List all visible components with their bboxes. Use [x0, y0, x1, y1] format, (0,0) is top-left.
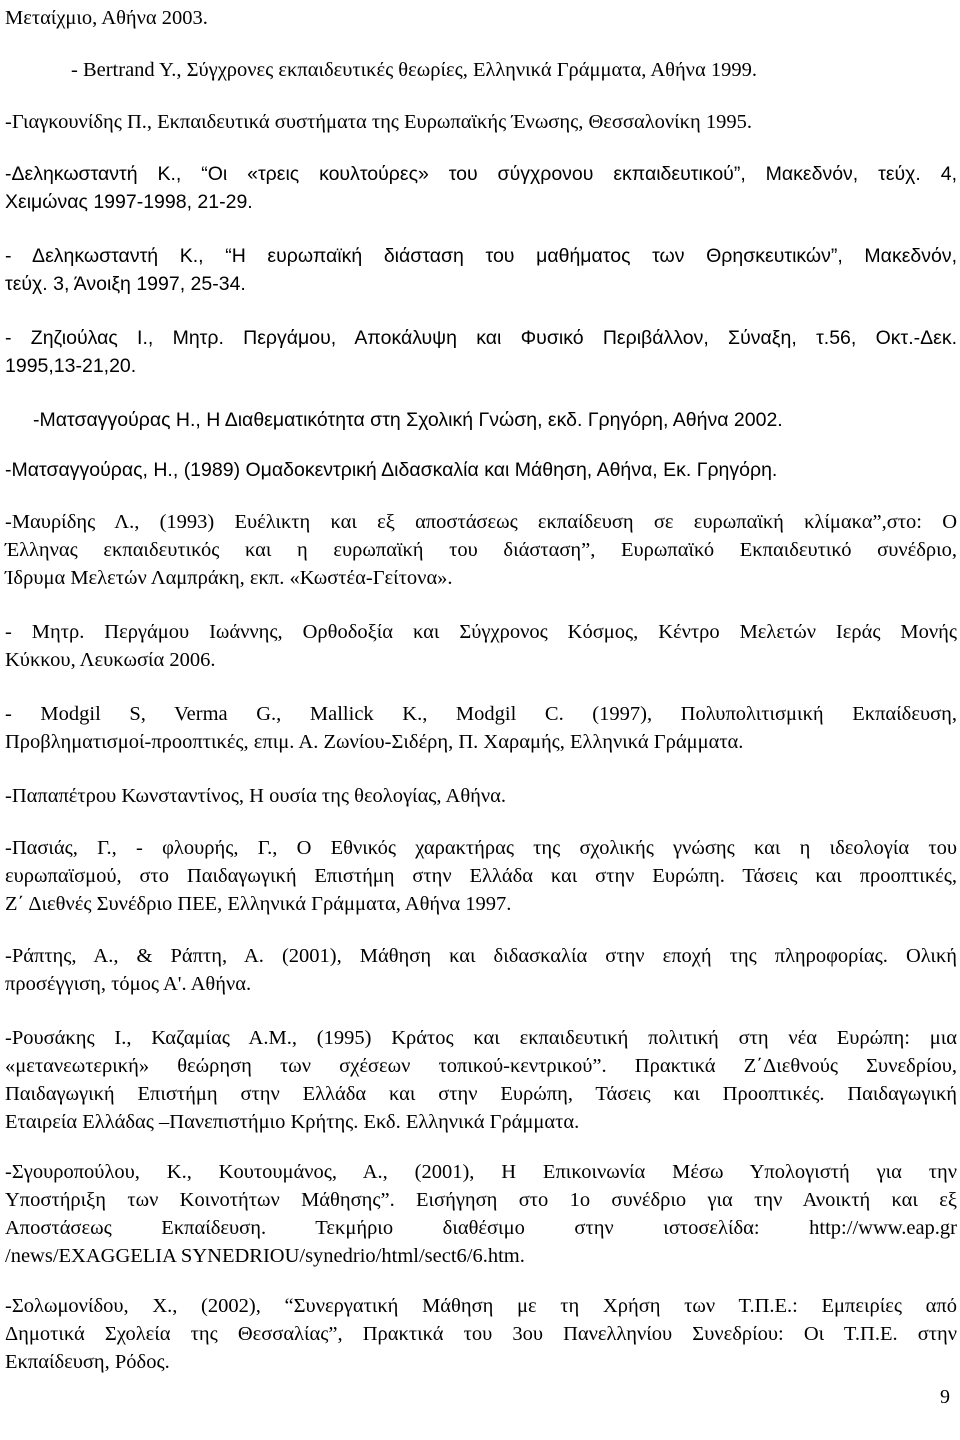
- reference-line: -Σολωμονίδου, Χ., (2002), “Συνεργατική Μάθηση με τη Χρήση των Τ.Π.Ε.: Εμπειρίες από: [5, 1295, 957, 1317]
- reference-entry: [5, 160, 957, 216]
- reference-line: «μετανεωτερική» θεώρηση των σχέσεων τοπικού-κεντρικού”. Πρακτικά Ζ΄Διεθνούς Συνεδρίου,: [5, 1055, 957, 1077]
- reference-line: Έλληνας εκπαιδευτικός και η ευρωπαϊκή του διάσταση”, Ευρωπαϊκό Εκπαιδευτικό συνέδριο,: [5, 539, 957, 561]
- reference-line: -Ματσαγγούρας Η., Η Διαθεματικότητα στη Σχολική Γνώση, εκδ. Γρηγόρη, Αθήνα 2002.: [33, 409, 783, 431]
- reference-entry: [5, 242, 957, 298]
- reference-line: ευρωπαϊσμού, στο Παιδαγωγική Επιστήμη στην Ελλάδα και στην Ευρώπη. Τάσεις και προοπτικές,: [5, 865, 957, 887]
- reference-entry: [5, 700, 957, 756]
- reference-line: Μεταίχμιο, Αθήνα 2003.: [5, 7, 208, 29]
- reference-line: - Bertrand Y., Σύγχρονες εκπαιδευτικές θεωρίες, Ελληνικά Γράμματα, Αθήνα 1999.: [71, 59, 757, 81]
- reference-line: Εταιρεία Ελλάδας –Πανεπιστήμιο Κρήτης. Εκδ. Ελληνικά Γράμματα.: [5, 1111, 580, 1133]
- reference-line: -Παπαπέτρου Κωνσταντίνος, Η ουσία της θεολογίας, Αθήνα.: [5, 785, 507, 807]
- reference-entry: [5, 456, 957, 484]
- reference-entry: [5, 1292, 957, 1376]
- reference-line: Κύκκου, Λευκωσία 2006.: [5, 649, 216, 671]
- reference-line: Χειμώνας 1997-1998, 21-29.: [5, 191, 253, 213]
- reference-line: Παιδαγωγική Επιστήμη στην Ελλάδα και στην Ευρώπη, Τάσεις και Προοπτικές. Παιδαγωγική: [5, 1083, 957, 1105]
- reference-line: -Ράπτης, Α., & Ράπτη, Α. (2001), Μάθηση και διδασκαλία στην εποχή της πληροφορίας. Ολική: [5, 945, 957, 967]
- reference-line: τεύχ. 3, Άνοιξη 1997, 25-34.: [5, 273, 246, 295]
- reference-line: -Δεληκωσταντή Κ., “Οι «τρεις κουλτούρες» του σύγχρονου εκπαιδευτικού”, Μακεδνόν, τεύχ. 4,: [5, 163, 957, 185]
- reference-line: προσέγγιση, τόμος Α'. Αθήνα.: [5, 973, 252, 995]
- reference-entry: [5, 108, 957, 136]
- reference-line: Αποστάσεως Εκπαίδευση. Τεκμήριο διαθέσιμο στην ιστοσελίδα: http://www.eap.gr: [5, 1217, 957, 1239]
- reference-entry: [5, 942, 957, 998]
- reference-entry: [5, 618, 957, 674]
- reference-line: Δημοτικά Σχολεία της Θεσσαλίας”, Πρακτικά του 3ου Πανελληνίου Συνεδρίου: Οι Τ.Π.Ε. στην: [5, 1323, 957, 1345]
- reference-entry: [33, 406, 960, 434]
- reference-entry: [5, 782, 957, 810]
- reference-line: -Σγουροπούλου, Κ., Κουτουμάνος, Α., (2001), Η Επικοινωνία Μέσω Υπολογιστή για την: [5, 1161, 957, 1183]
- reference-entry: [5, 324, 957, 380]
- reference-line: - Ζηζιούλας Ι., Μητρ. Περγάμου, Αποκάλυψη και Φυσικό Περιβάλλον, Σύναξη, τ.56, Οκτ.-Δεκ.: [5, 327, 957, 349]
- reference-line: Προβληματισμοί-προοπτικές, επιμ. Α. Ζωνίου-Σιδέρη, Π. Χαραμής, Ελληνικά Γράμματα.: [5, 731, 744, 753]
- reference-line: -Μαυρίδης Λ., (1993) Ευέλικτη και εξ αποστάσεως εκπαίδευση σε ευρωπαϊκή κλίμακα”,στο: Ο: [5, 511, 957, 533]
- reference-line: -Πασιάς, Γ., - φλουρής, Γ., Ο Εθνικός χαρακτήρας της σχολικής γνώσης και η ιδεολογία του: [5, 837, 957, 859]
- reference-line: /news/EXAGGELIA SYNEDRIOU/synedrio/html/sect6/6.htm.: [5, 1245, 525, 1267]
- reference-line: - Δεληκωσταντή Κ., “Η ευρωπαϊκή διάσταση του μαθήματος των Θρησκευτικών”, Μακεδνόν,: [5, 245, 957, 267]
- reference-entry: [5, 1024, 957, 1136]
- reference-line: -Ματσαγγούρας, Η., (1989) Ομαδοκεντρική Διδασκαλία και Μάθηση, Αθήνα, Εκ. Γρηγόρη.: [5, 459, 778, 481]
- reference-line: Υποστήριξη των Κοινοτήτων Μάθησης”. Εισήγηση στο 1ο συνέδριο για την Ανοικτή και εξ: [5, 1189, 957, 1211]
- reference-entry: [5, 1158, 957, 1270]
- reference-line: -Ρουσάκης Ι., Καζαμίας Α.Μ., (1995) Κράτος και εκπαιδευτική πολιτική στη νέα Ευρώπη: μια: [5, 1027, 957, 1049]
- reference-line: Ίδρυμα Μελετών Λαμπράκη, εκπ. «Κωστέα-Γείτονα».: [5, 567, 453, 589]
- reference-line: -Γιαγκουνίδης Π., Εκπαιδευτικά συστήματα της Ευρωπαϊκής Ένωσης, Θεσσαλονίκη 1995.: [5, 111, 752, 133]
- reference-line: - Modgil S, Verma G., Mallick K., Modgil C. (1997), Πολυπολιτισμική Εκπαίδευση,: [5, 703, 957, 725]
- reference-line: 1995,13-21,20.: [5, 355, 137, 377]
- reference-entry: [5, 834, 957, 918]
- reference-line: - Μητρ. Περγάμου Ιωάννης, Ορθοδοξία και Σύγχρονος Κόσμος, Κέντρο Μελετών Ιεράς Μονής: [5, 621, 957, 643]
- reference-line: Ζ΄ Διεθνές Συνέδριο ΠΕΕ, Ελληνικά Γράμματα, Αθήνα 1997.: [5, 893, 512, 915]
- reference-entry: [5, 4, 957, 32]
- reference-entry: [5, 508, 957, 592]
- reference-line: Εκπαίδευση, Ρόδος.: [5, 1351, 170, 1373]
- reference-entry: [71, 56, 960, 84]
- page-number: 9: [940, 1386, 950, 1408]
